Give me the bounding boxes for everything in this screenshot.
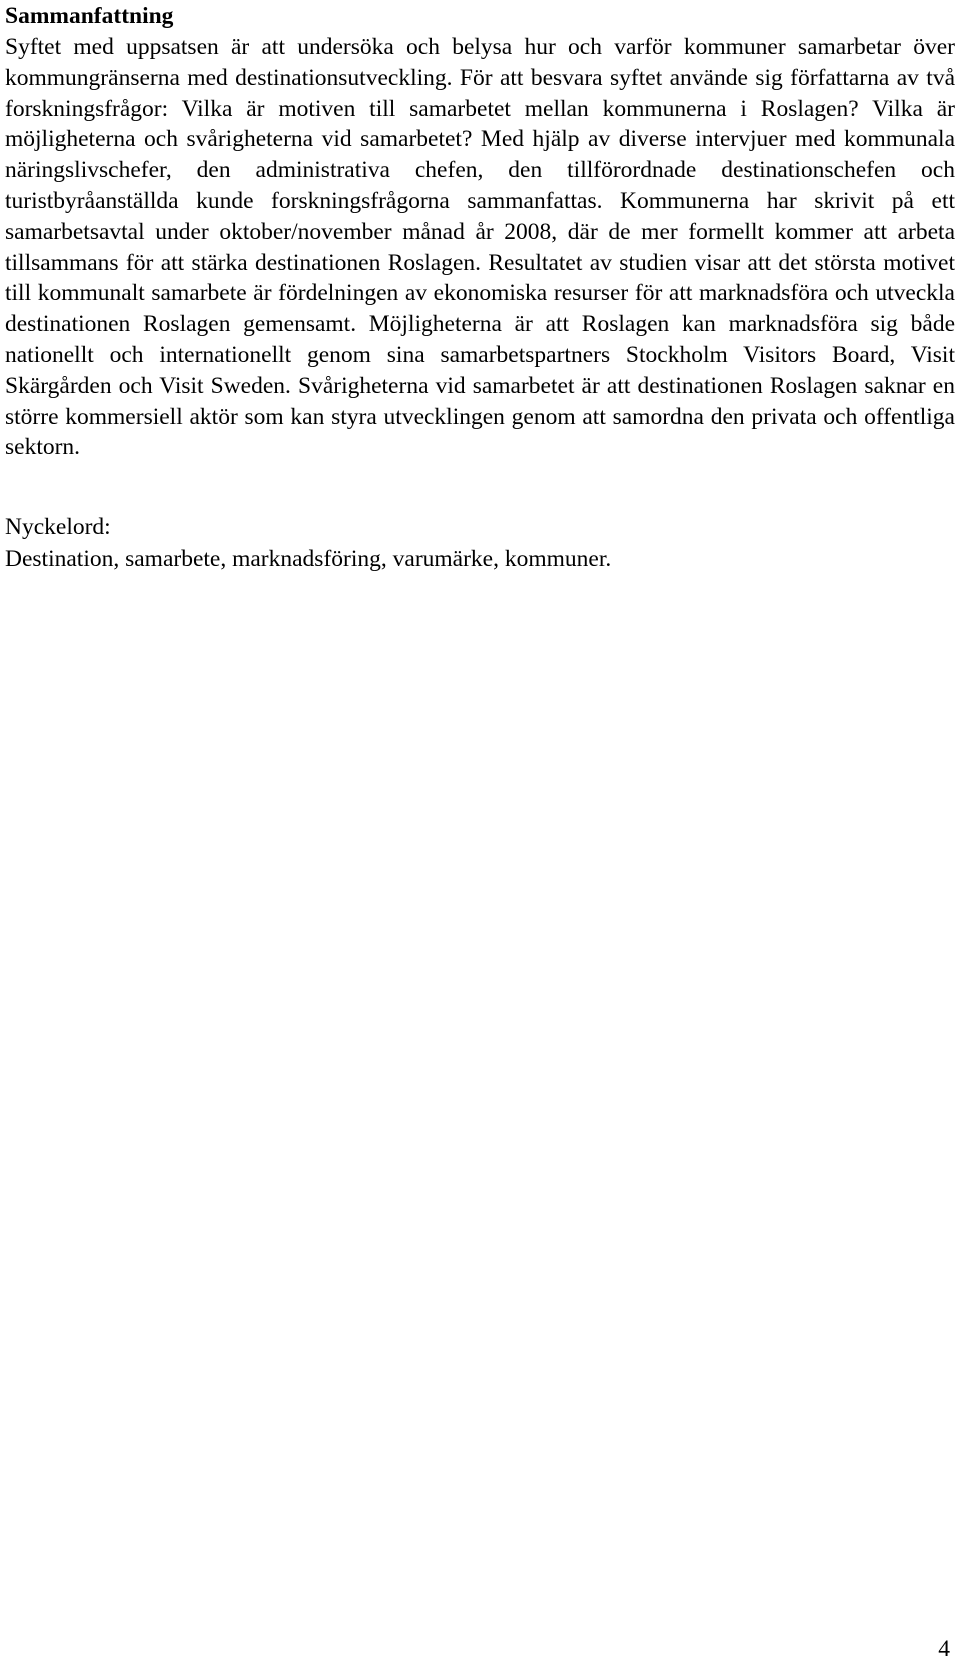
keywords-section bbox=[5, 511, 955, 575]
keywords-list: Destination, samarbete, marknadsföring, varumärke, kommuner. bbox=[5, 546, 612, 573]
document-page bbox=[5, 0, 955, 575]
keywords-label: Nyckelord: bbox=[5, 514, 111, 541]
page-number: 4 bbox=[938, 1636, 950, 1662]
abstract-paragraph: Syftet med uppsatsen är att undersöka och belysa hur och varför kommuner samarbetar över kommungränserna med destinationsutveckling. För att besvara syftet använde sig författarna av två forskningsfrågor: Vilka är motiven till samarbetet mellan kommunerna i Roslagen? Vilka är möjligheterna och svårigheterna vid samarbetet? Med hjälp av diverse intervjuer med kommunala näringslivschefer, den administrativa chefen, den tillförordnade destinationschefen och turistbyråanställda kunde forskningsfrågorna sammanfattas. Kommunerna har skrivit på ett samarbetsavtal under oktober/november månad år 2008, där de mer formellt kommer att arbeta tillsammans för att stärka destinationen Roslagen. Resultatet av studien visar att det största motivet till kommunalt samarbete är fördelningen av ekonomiska resurser för att marknadsföra och utveckla destinationen Roslagen gemensamt. Möjligheterna är att Roslagen kan marknadsföra sig både nationellt och internationellt genom sina samarbetspartners Stockholm Visitors Board, Visit Skärgården och Visit Sweden. Svårigheterna vid samarbetet är att destinationen Roslagen saknar en större kommersiell aktör som kan styra utvecklingen genom att samordna den privata och offentliga sektorn. bbox=[5, 34, 955, 461]
section-heading: Sammanfattning bbox=[5, 3, 174, 29]
